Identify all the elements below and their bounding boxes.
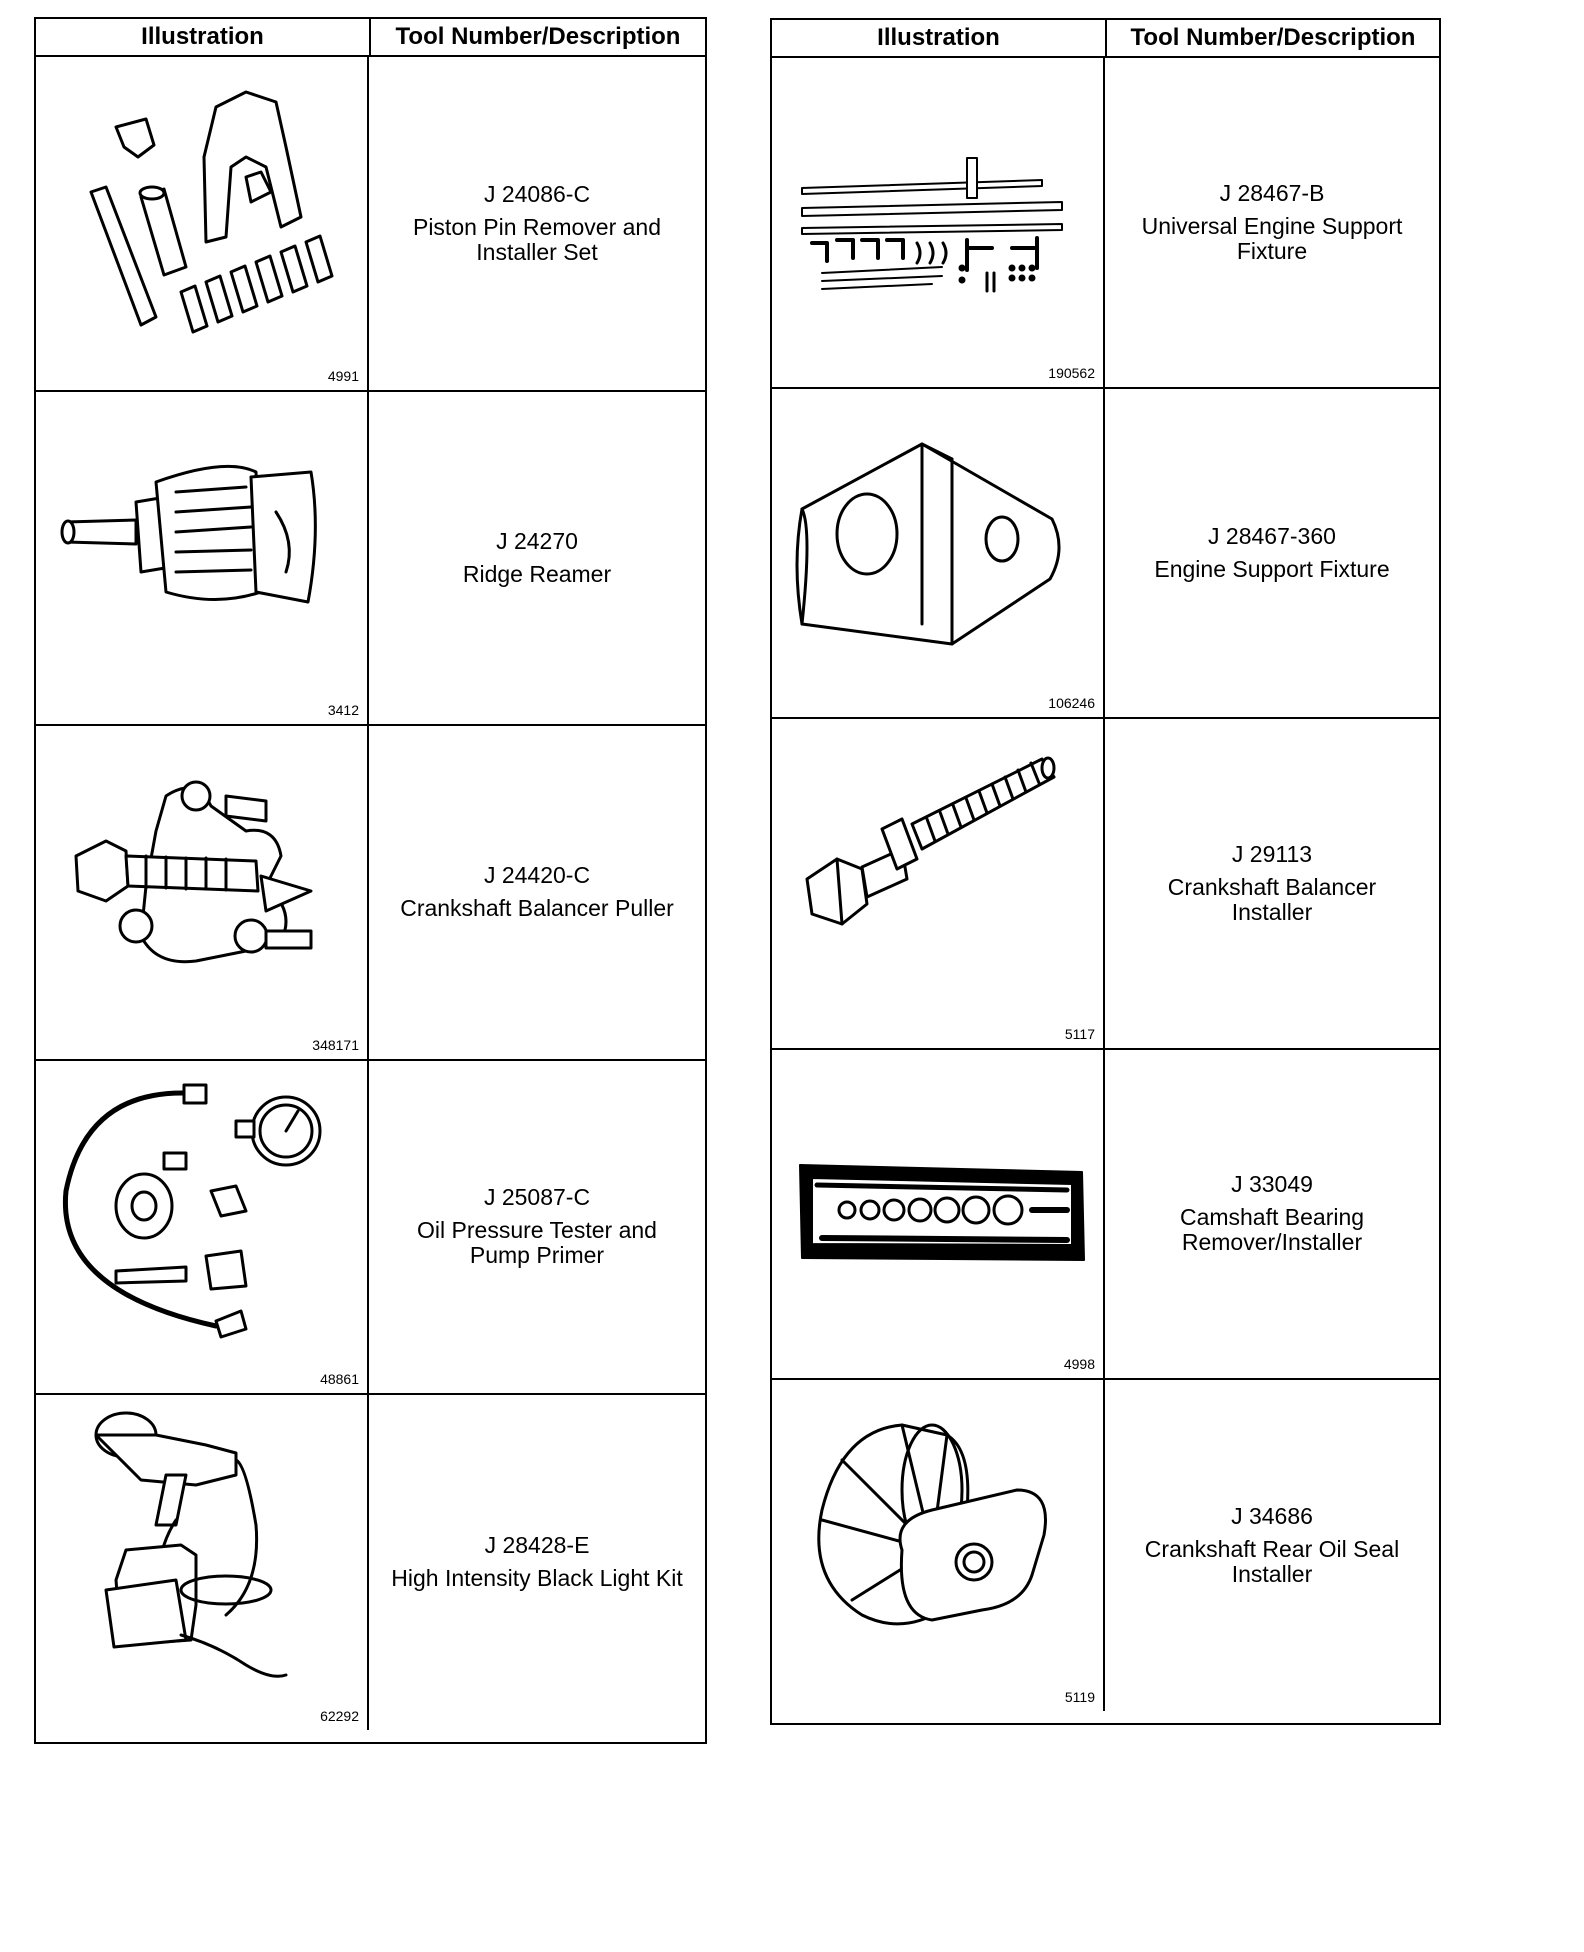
table-row [36, 1061, 705, 1396]
tool-name: Universal Engine Support Fixture [1141, 212, 1403, 264]
illustration-cell [36, 57, 369, 390]
illustration-cell [36, 1061, 369, 1394]
table-row [36, 726, 705, 1061]
tool-number: J 34686 [1231, 1502, 1313, 1529]
tool-number: J 24270 [496, 527, 578, 554]
tool-name: Oil Pressure Tester and Pump Primer [417, 1217, 657, 1269]
ridge-reamer-icon [46, 402, 356, 692]
tool-description-cell [1105, 58, 1439, 387]
piston-pin-remover-set-icon [46, 67, 356, 357]
table-header [36, 19, 705, 57]
table-row [772, 58, 1439, 389]
table-row [36, 1395, 705, 1730]
tool-number: J 28467-B [1219, 179, 1325, 206]
tool-number: J 28428-E [484, 1532, 590, 1559]
figure-number: 106246 [1048, 695, 1095, 711]
figure-number: 4991 [327, 367, 359, 384]
table-row [772, 389, 1439, 720]
tool-number: J 24420-C [483, 862, 591, 889]
tool-description-cell [1105, 719, 1439, 1048]
figure-number: 3412 [327, 702, 359, 718]
illustration-cell [772, 1380, 1105, 1711]
oil-pressure-tester-icon [46, 1071, 356, 1361]
tool-number: J 29113 [1231, 840, 1313, 867]
table-row [36, 57, 705, 392]
tool-name: Piston Pin Remover and Installer Set [412, 213, 661, 265]
balancer-puller-icon [46, 736, 356, 1026]
tool-number: J 25087-C [483, 1184, 591, 1211]
tool-number: J 24086-C [483, 180, 591, 207]
figure-number: 5117 [1064, 1025, 1095, 1042]
figure-number: 348171 [312, 1036, 359, 1053]
tool-description-cell [369, 57, 705, 390]
illustration-cell [36, 392, 369, 725]
illustration-cell [772, 389, 1105, 718]
tool-description-cell [369, 1395, 705, 1730]
figure-number: 48861 [320, 1371, 359, 1387]
table-row [772, 1050, 1439, 1381]
tool-description-cell [369, 1061, 705, 1394]
tool-description-cell [369, 392, 705, 725]
illustration-cell [772, 719, 1105, 1048]
table-row [36, 392, 705, 727]
tools-table-left [34, 17, 707, 1744]
camshaft-bearing-tool-case-icon [782, 1060, 1092, 1350]
tool-number: J 33049 [1231, 1171, 1313, 1198]
table-row [772, 719, 1439, 1050]
tool-column-header: Tool Number/Description [1130, 24, 1416, 51]
tool-column-header: Tool Number/Description [395, 23, 681, 50]
illustration-column-header: Illustration [36, 19, 371, 55]
tool-description-cell [1105, 1050, 1439, 1379]
rear-oil-seal-installer-icon [782, 1390, 1092, 1680]
tool-name: Crankshaft Balancer Puller [400, 895, 674, 922]
tool-name: High Intensity Black Light Kit [391, 1565, 683, 1592]
engine-support-fixture-icon [782, 68, 1092, 358]
black-light-kit-icon [46, 1405, 356, 1695]
tools-table-right [770, 18, 1441, 1725]
illustration-cell [36, 726, 369, 1059]
tool-description-cell [1105, 1380, 1439, 1711]
illustration-cell [36, 1395, 369, 1730]
support-bracket-icon [782, 399, 1092, 689]
balancer-installer-bolt-icon [782, 729, 1092, 1019]
figure-number: 4998 [1063, 1356, 1095, 1372]
tool-name: Ridge Reamer [462, 560, 612, 587]
figure-number: 62292 [320, 1707, 359, 1724]
tool-name: Engine Support Fixture [1154, 555, 1390, 582]
tool-name: Crankshaft Balancer Installer [1167, 873, 1377, 925]
illustration-cell [772, 58, 1105, 387]
tool-name: Crankshaft Rear Oil Seal Installer [1144, 1535, 1400, 1587]
tool-number: J 28467-360 [1208, 522, 1336, 549]
table-row [772, 1380, 1439, 1711]
figure-number: 5119 [1064, 1688, 1095, 1705]
illustration-cell [772, 1050, 1105, 1379]
tool-description-cell [1105, 389, 1439, 718]
figure-number: 190562 [1048, 364, 1095, 381]
table-header [772, 20, 1439, 58]
tool-name: Camshaft Bearing Remover/Installer [1179, 1204, 1365, 1256]
illustration-column-header: Illustration [772, 20, 1107, 56]
tool-description-cell [369, 726, 705, 1059]
